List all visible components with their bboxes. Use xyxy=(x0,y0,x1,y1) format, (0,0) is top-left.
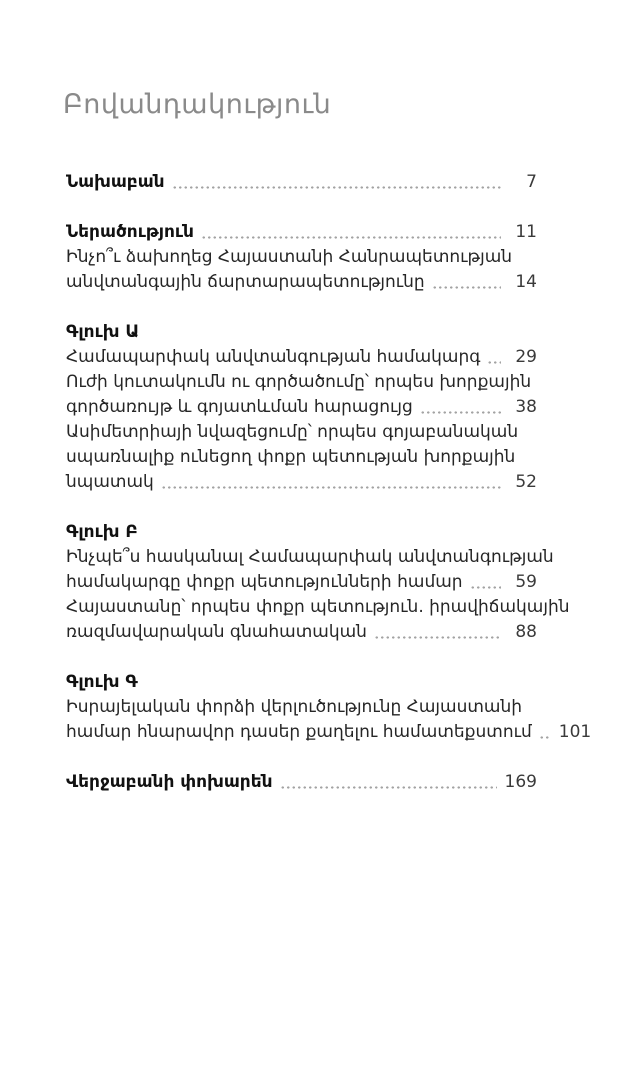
toc-entry-label: Իսրայելական փորձի վերլուծությունը Հայաստանի xyxy=(66,697,523,717)
toc-entry xyxy=(66,270,537,295)
page-number: 7 xyxy=(526,172,537,192)
page-number: 11 xyxy=(515,222,537,242)
book-toc-page xyxy=(0,88,643,1065)
toc-entry xyxy=(66,420,537,445)
toc-entry-label: Ներածություն xyxy=(66,222,194,242)
page-number: 169 xyxy=(504,772,537,792)
table-of-contents xyxy=(66,170,592,795)
toc-entry xyxy=(66,545,554,570)
page-number: 29 xyxy=(515,347,537,367)
toc-entry xyxy=(66,470,537,495)
dot-leader xyxy=(420,410,501,415)
page-number: 88 xyxy=(515,622,537,642)
dot-leader xyxy=(201,235,501,240)
page-number: 14 xyxy=(515,272,537,292)
page-number: 38 xyxy=(515,397,537,417)
toc-entry-label: Ինչո՞ւ ձախողեց Հայաստանի Հանրապետության xyxy=(66,247,513,267)
page-number: 59 xyxy=(515,572,537,592)
toc-entry-label: Ասիմետրիայի նվազեցումը՝ որպես գոյաբանական xyxy=(66,422,519,442)
dot-leader xyxy=(161,485,501,490)
toc-entry xyxy=(66,595,570,620)
toc-entry-label: Ուժի կուտակումն ու գործածումը՝ որպես խորքային xyxy=(66,372,532,392)
toc-entry-label: սպառնալիք ունեցող փոքր պետության խորքային xyxy=(66,447,516,467)
toc-entry-label: ռազմավարական գնահատական xyxy=(66,622,367,642)
toc-entry-label: գործառույթ և գոյատևման հարացույց xyxy=(66,397,413,417)
dot-leader xyxy=(172,185,501,190)
toc-entry-label: անվտանգային ճարտարապետությունը xyxy=(66,272,425,292)
toc-entry xyxy=(66,445,537,470)
chapter-heading xyxy=(66,520,537,545)
chapter-heading-label: Գլուխ Ա xyxy=(66,322,140,342)
toc-entry xyxy=(66,370,537,395)
toc-section-chapter-c xyxy=(66,670,592,745)
toc-section-epilogue xyxy=(66,770,537,795)
toc-entry-label: Նախաբան xyxy=(66,172,165,192)
dot-leader xyxy=(487,360,501,365)
toc-entry xyxy=(66,620,537,645)
toc-section-introduction xyxy=(66,220,537,295)
toc-entry-label: Համապարփակ անվտանգության համակարգ xyxy=(66,347,481,367)
toc-entry xyxy=(66,395,537,420)
dot-leader xyxy=(374,635,501,640)
toc-entry xyxy=(66,720,592,745)
page-title: Բովանդակություն xyxy=(63,89,332,120)
toc-entry-label: Վերջաբանի փոխարեն xyxy=(66,772,273,792)
toc-entry xyxy=(66,245,537,270)
dot-leader xyxy=(539,735,551,740)
chapter-heading-label: Գլուխ Բ xyxy=(66,522,138,542)
toc-entry-label: Ինչպե՞ս հասկանալ Համապարփակ անվտանգության xyxy=(66,547,554,567)
toc-entry-label: նպատակ xyxy=(66,472,154,492)
toc-section-chapter-b xyxy=(66,520,570,645)
toc-entry-label: համար հնարավոր դասեր քաղելու համատեքստում xyxy=(66,722,532,742)
toc-entry xyxy=(66,770,537,795)
toc-section-preface xyxy=(66,170,537,195)
dot-leader xyxy=(280,785,497,790)
toc-entry xyxy=(66,345,537,370)
dot-leader xyxy=(470,585,501,590)
dot-leader xyxy=(432,285,501,290)
toc-entry-label: համակարգը փոքր պետությունների համար xyxy=(66,572,463,592)
toc-entry xyxy=(66,570,537,595)
chapter-heading xyxy=(66,320,537,345)
chapter-heading-label: Գլուխ Գ xyxy=(66,672,138,692)
toc-entry xyxy=(66,220,537,245)
chapter-heading xyxy=(66,670,537,695)
page-number: 101 xyxy=(558,722,592,742)
toc-section-chapter-a xyxy=(66,320,537,495)
toc-entry-label: Հայաստանը՝ որպես փոքր պետություն. իրավիճակային xyxy=(66,597,570,617)
page-number: 52 xyxy=(515,472,537,492)
toc-entry xyxy=(66,170,537,195)
toc-entry xyxy=(66,695,537,720)
